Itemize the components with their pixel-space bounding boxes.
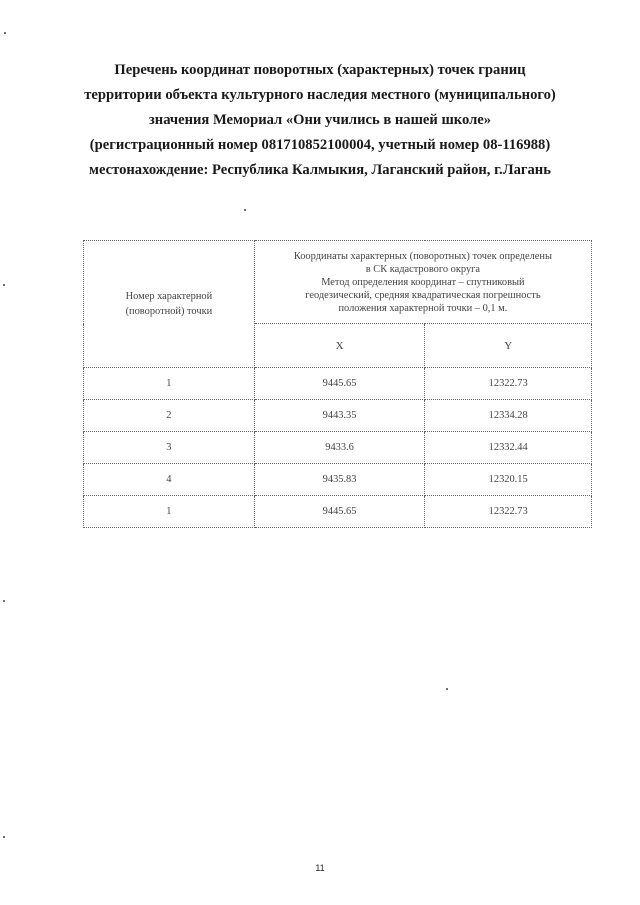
cell-x: 9435.83 [254,464,425,496]
table-row [84,496,592,528]
scan-speck [446,688,448,690]
table-row [84,400,592,432]
table-row [84,464,592,496]
table-row [84,432,592,464]
scan-speck [3,284,5,286]
coordinates-table [83,240,592,528]
cell-point: 1 [84,368,255,400]
header-point-line-2: (поворотной) точки [125,306,213,317]
header-y: Y [425,324,592,368]
cell-y: 12332.44 [425,432,592,464]
title-line-4: (регистрационный номер 081710852100004, учетный номер 08-116988) [89,137,551,153]
title-line-3: значения Мемориал «Они учились в нашей школе» [148,112,492,128]
header-coords-line-4: геодезический, средняя квадратическая погрешность [305,289,541,301]
cell-y: 12320.15 [425,464,592,496]
cell-point: 3 [84,432,255,464]
cell-point: 2 [84,400,255,432]
page-number: 11 [315,863,325,873]
scan-speck [244,209,246,211]
cell-x: 9443.35 [254,400,425,432]
cell-point: 4 [84,464,255,496]
scan-speck [3,836,5,838]
table-row [84,368,592,400]
title-line-2: территории объекта культурного наследия местного (муниципального) [84,87,556,103]
scan-speck [3,600,5,602]
cell-x: 9433.6 [254,432,425,464]
header-x: X [254,324,425,368]
scan-speck [4,32,6,34]
table-header-row [84,241,592,324]
header-coords-line-1: Координаты характерных (поворотных) точек определены [293,250,552,262]
header-coords-line-2: в СК кадастрового округа [365,263,481,275]
cell-x: 9445.65 [254,496,425,528]
header-coordinates [254,241,591,324]
header-coords-line-5: положения характерной точки – 0,1 м. [338,302,508,314]
cell-x: 9445.65 [254,368,425,400]
cell-y: 12322.73 [425,368,592,400]
header-coords-line-3: Метод определения координат – спутниковый [321,276,525,288]
header-point-line-1: Номер характерной [125,291,213,302]
document-title [0,58,640,183]
cell-point: 1 [84,496,255,528]
cell-y: 12322.73 [425,496,592,528]
title-line-1: Перечень координат поворотных (характерных) точек границ [114,62,526,78]
cell-y: 12334.28 [425,400,592,432]
header-point-number [84,241,255,368]
title-line-5: местонахождение: Республика Калмыкия, Лаганский район, г.Лагань [89,162,551,178]
